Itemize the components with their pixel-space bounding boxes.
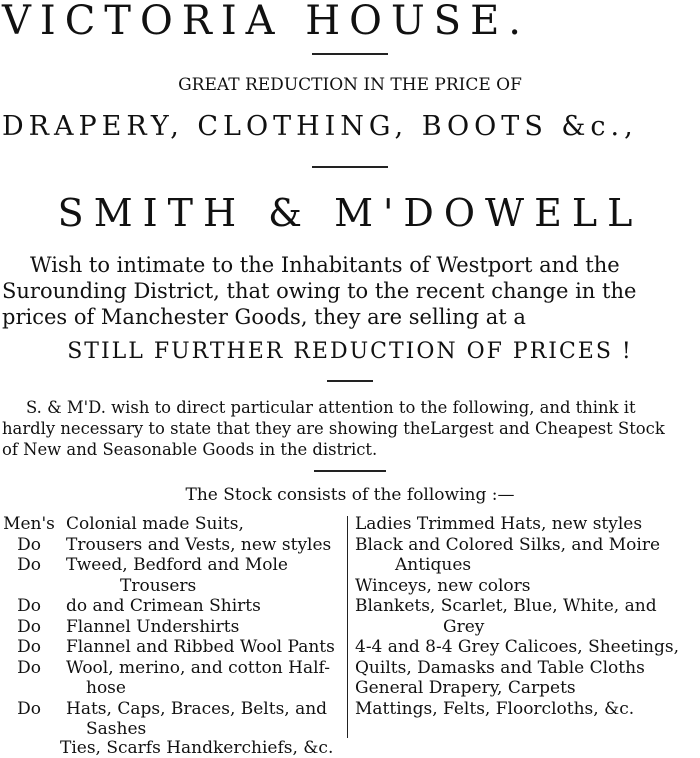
item-text: hose: [86, 678, 126, 698]
notice-line: S. & M'D. wish to direct particular attention to the following, and think it: [26, 398, 636, 417]
goods-list-item: [0, 678, 342, 699]
stock-heading: The Stock consists of the following :—: [185, 485, 515, 505]
goods-list-item: [0, 535, 342, 556]
goods-list-item: [0, 719, 342, 740]
firm-name: SMITH & M'DOWELL: [57, 191, 643, 235]
goods-list-item: Grey: [443, 616, 485, 637]
divider-rule: [314, 470, 386, 472]
item-text: Trousers and Vests, new styles: [66, 534, 332, 555]
goods-list-item: [0, 596, 342, 617]
item-label: Do: [17, 616, 41, 637]
item-label: Do: [17, 555, 41, 575]
item-text: Tweed, Bedford and Mole: [66, 555, 288, 575]
item-text: Flannel Undershirts: [66, 616, 240, 637]
divider-rule: [327, 380, 373, 382]
goods-list-item: [0, 637, 342, 658]
item-text: Wool, merino, and cotton Half-: [66, 657, 330, 678]
goods-list-item: [0, 617, 342, 638]
intro-line: prices of Manchester Goods, they are selling at a: [2, 305, 526, 329]
goods-list-item: Black and Colored Silks, and Moire: [355, 534, 661, 555]
notice-line: of New and Seasonable Goods in the district.: [2, 440, 378, 459]
goods-heading: DRAPERY, CLOTHING, BOOTS &c.,: [2, 111, 638, 142]
intro-paragraph: [2, 252, 698, 330]
advert-title: VICTORIA HOUSE.: [2, 0, 530, 44]
notice-line: hardly necessary to state that they are showing theLargest and Cheapest Stock: [2, 419, 665, 438]
reduction-subtitle: GREAT REDUCTION IN THE PRICE OF: [178, 75, 522, 95]
goods-list-item: [0, 576, 342, 597]
goods-list-item: General Drapery, Carpets: [355, 678, 576, 698]
intro-line: Wish to intimate to the Inhabitants of Westport and the: [30, 253, 620, 277]
item-text: Trousers: [120, 575, 197, 596]
goods-list-item: [0, 555, 342, 576]
item-label: Do: [17, 698, 41, 719]
item-label: Men's: [3, 514, 55, 534]
goods-list-item: 4-4 and 8-4 Grey Calicoes, Sheetings,: [355, 637, 680, 657]
goods-list-item: [0, 699, 342, 720]
item-text: Sashes: [86, 719, 147, 739]
goods-list-item: [0, 514, 342, 535]
mens-goods-last-line: Ties, Scarfs Handkerchiefs, &c.: [60, 738, 334, 758]
intro-line: Surounding District, that owing to the recent change in the: [2, 279, 637, 303]
divider-rule: [312, 166, 388, 168]
notice-paragraph: [2, 397, 698, 460]
item-text: Hats, Caps, Braces, Belts, and: [66, 698, 328, 719]
goods-list-item: Quilts, Damasks and Table Cloths: [355, 657, 645, 678]
item-label: Do: [17, 534, 41, 555]
goods-list-item: Blankets, Scarlet, Blue, White, and: [355, 596, 657, 616]
goods-list-item: Ladies Trimmed Hats, new styles: [355, 514, 643, 534]
goods-list-item: Antiques: [395, 555, 472, 575]
item-label: Do: [17, 596, 41, 616]
goods-list-item: [0, 658, 342, 679]
item-label: Do: [17, 637, 41, 657]
goods-list-item: Winceys, new colors: [355, 575, 531, 596]
item-text: do and Crimean Shirts: [66, 596, 261, 616]
ladies-goods-column: [355, 514, 700, 719]
divider-rule: [312, 53, 388, 55]
goods-list-item: Mattings, Felts, Floorcloths, &c.: [355, 698, 635, 719]
price-reduction-headline: STILL FURTHER REDUCTION OF PRICES !: [67, 339, 633, 364]
column-divider: [347, 516, 348, 738]
item-text: Flannel and Ribbed Wool Pants: [66, 637, 335, 657]
item-text: Colonial made Suits,: [66, 514, 244, 534]
mens-goods-column: [0, 514, 342, 740]
item-label: Do: [17, 657, 41, 678]
